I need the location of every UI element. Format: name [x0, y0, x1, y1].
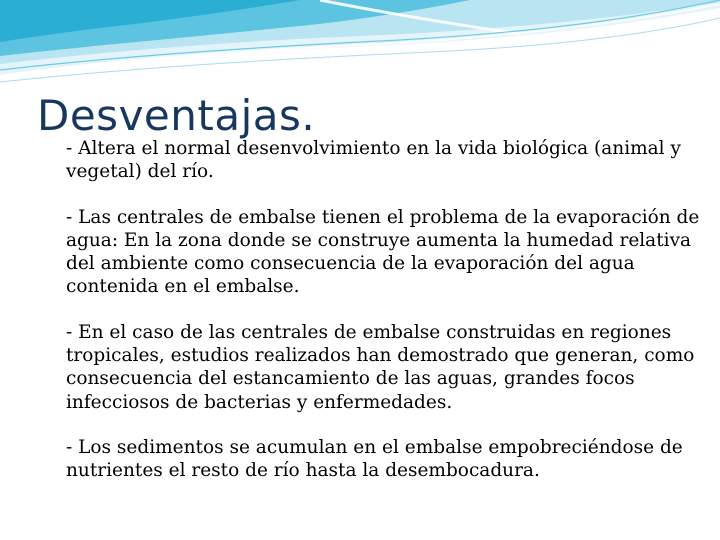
paragraph-evaporation: - Las centrales de embalse tienen el problema de la evaporación de agua: En la zona donde se construye aumenta la humedad relativa del ambiente como consecuencia de la evaporación del agua contenida en el embalse. [66, 206, 700, 298]
decorative-wave-header [0, 0, 720, 90]
paragraph-tropical-regions: - En el caso de las centrales de embalse construidas en regiones tropicales, estudios realizados han demostrado que generan, como consecuencia del estancamiento de las aguas, grandes focos infecciosos de bacterias y enfermedades. [66, 321, 695, 413]
slide-title: Desventajas. [37, 91, 316, 140]
slide-body [66, 137, 706, 505]
paragraph-sediments: - Los sedimentos se acumulan en el embalse empobreciéndose de nutrientes el resto de río hasta la desembocadura. [66, 436, 683, 482]
paragraph-biological-impact: - Altera el normal desenvolvimiento en la vida biológica (animal y vegetal) del río. [66, 138, 681, 183]
